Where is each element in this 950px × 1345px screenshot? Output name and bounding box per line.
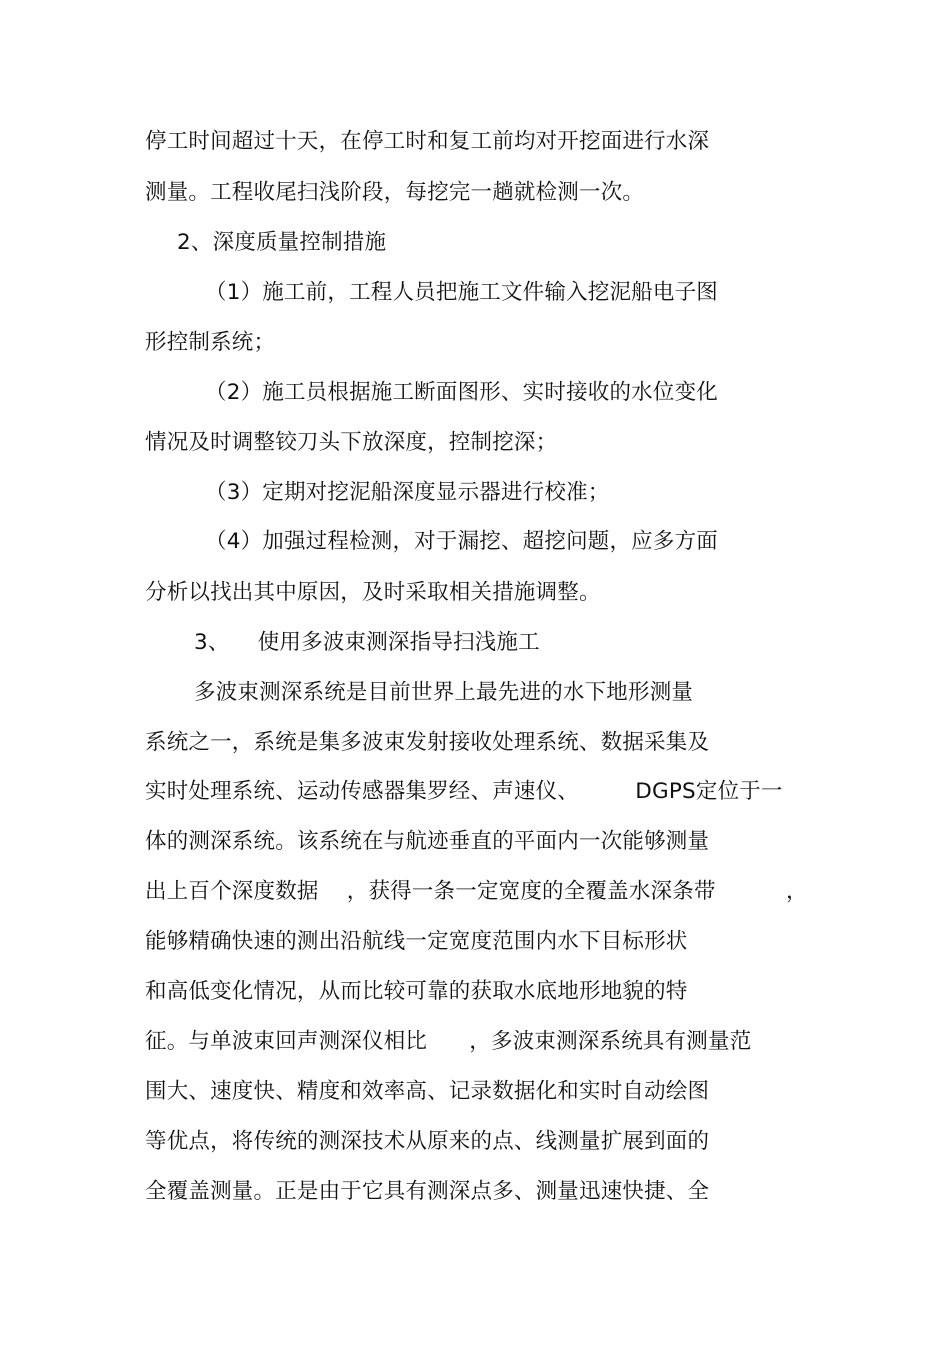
text-line: 形控制系统； bbox=[145, 330, 276, 355]
text-line: 系统之一，系统是集多波束发射接收处理系统、数据采集及 bbox=[145, 730, 710, 755]
text-line: （2）施工员根据施工断面图形、实时接收的水位变化 bbox=[205, 380, 718, 405]
text-line: 围大、速度快、精度和效率高、记录数据化和实时自动绘图 bbox=[145, 1079, 710, 1104]
text-line: 征。与单波束回声测深仪相比 ，多波束测深系统具有测量范 bbox=[145, 1029, 752, 1054]
text-line: 全覆盖测量。正是由于它具有测深点多、测量迅速快捷、全 bbox=[145, 1179, 710, 1204]
section-heading: 3、 使用多波束测深指导扫浅施工 bbox=[194, 630, 540, 655]
section-heading: 2、深度质量控制措施 bbox=[177, 230, 387, 255]
text-line: 实时处理系统、运动传感器集罗经、声速仪、 DGPS定位于一 bbox=[145, 779, 783, 804]
text-line: 出上百个深度数据 ，获得一条一定宽度的全覆盖水深条带 ， bbox=[145, 879, 808, 904]
text-line: 等优点，将传统的测深技术从原来的点、线测量扩展到面的 bbox=[145, 1129, 710, 1154]
text-line: 能够精确快速的测出沿航线一定宽度范围内水下目标形状 bbox=[145, 929, 688, 954]
text-line: 体的测深系统。该系统在与航迹垂直的平面内一次能够测量 bbox=[145, 829, 710, 854]
text-line: 停工时间超过十天，在停工时和复工前均对开挖面进行水深 bbox=[145, 129, 710, 154]
text-line: （3）定期对挖泥船深度显示器进行校准； bbox=[205, 480, 610, 505]
text-line: 和高低变化情况，从而比较可靠的获取水底地形地貌的特 bbox=[145, 979, 688, 1004]
text-line: （4）加强过程检测，对于漏挖、超挖问题，应多方面 bbox=[205, 529, 718, 554]
text-line: 分析以找出其中原因，及时采取相关措施调整。 bbox=[145, 580, 601, 605]
text-line: （1）施工前，工程人员把施工文件输入挖泥船电子图 bbox=[205, 280, 718, 305]
text-line: 测量。工程收尾扫浅阶段，每挖完一趟就检测一次。 bbox=[145, 180, 645, 205]
text-line: 情况及时调整铰刀头下放深度，控制挖深； bbox=[145, 430, 558, 455]
text-line: 多波束测深系统是目前世界上最先进的水下地形测量 bbox=[194, 680, 694, 705]
